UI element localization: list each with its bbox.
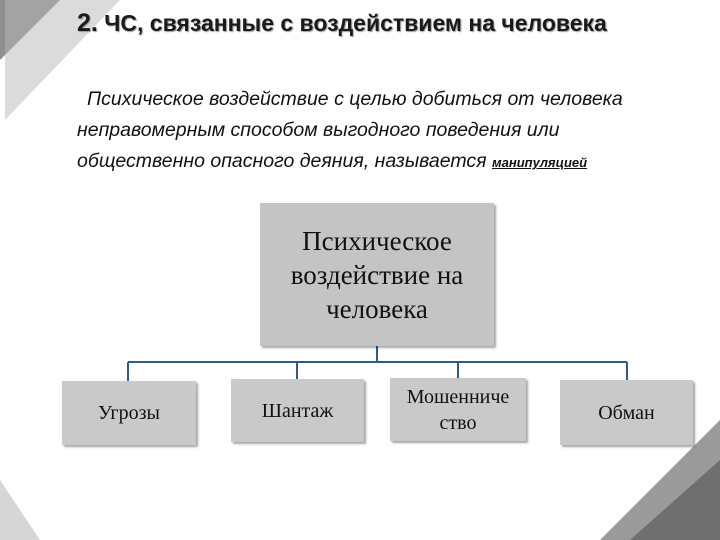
child-node-blackmail — [231, 379, 364, 442]
child-node-deception — [560, 380, 693, 445]
slide-title — [77, 6, 697, 40]
child-node-label: Угрозы — [98, 402, 160, 424]
root-node-label: Психическое воздействие на человека — [290, 225, 464, 324]
definition-paragraph — [77, 84, 677, 178]
child-node-fraud — [390, 378, 526, 441]
term-manipulation: манипуляцией — [492, 155, 588, 170]
child-node-label: Мошенниче ство — [406, 385, 510, 434]
root-node — [260, 203, 494, 346]
title-number: 2. — [77, 9, 98, 37]
title-text: ЧС, связанные с воздействием на человека — [104, 10, 607, 36]
child-node-threats — [62, 381, 196, 445]
definition-text: Психическое воздействие с целью добиться от человека неправомерным способом выгодного поведения или общественно опасного деяния, называется — [77, 88, 623, 172]
child-node-label: Шантаж — [261, 399, 334, 422]
child-node-label: Обман — [598, 401, 655, 424]
